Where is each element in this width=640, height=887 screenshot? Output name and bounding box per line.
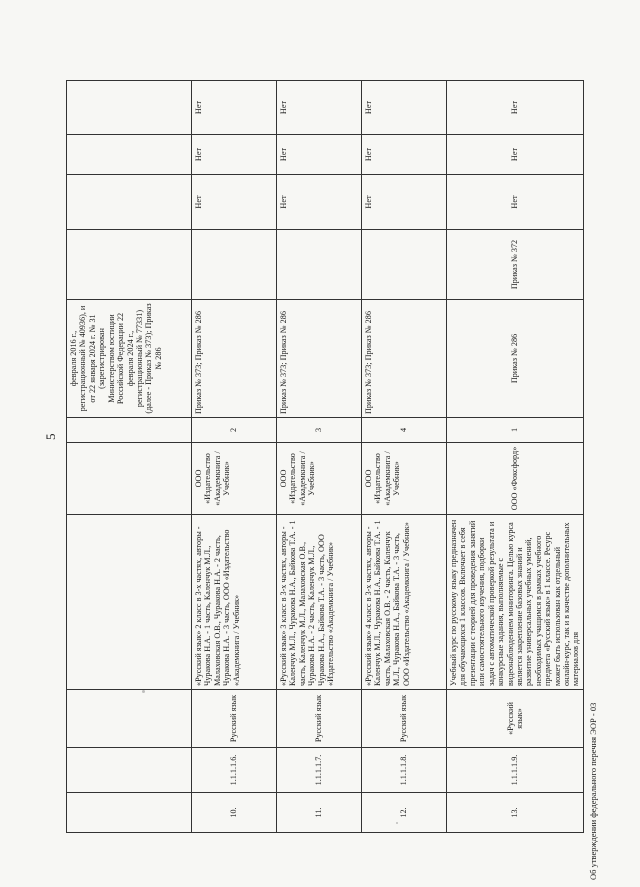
row-textbooks: «Русский язык» 3 класс в 3-х частях, авторы - Каленчук М.Л., Чуракова Н.А., Байкова Т.А. - 1 часть, Каленчук М.Л., Малаховская О.В., Чуракова Н.А. - 2 часть, Каленчук М.Л., Чуракова Н.А., Байкова Т.А. - 3 часть, ООО «Издательство «Академкнига / Учебник» — [277, 515, 362, 690]
row-col9: Нет — [362, 135, 447, 175]
order-continuation-cell: февраля 2016 г., регистрационный № 40936), и от 22 января 2024 г. № 31 (зарегистрирован Министерством юстиции Российской Федерации 22 февраля 2024 г., регистрационный № 77331) (далее - Приказ № 373); Приказ № 286 — [67, 300, 192, 418]
row-number: 11. — [277, 793, 362, 833]
rotated-table-wrapper — [66, 81, 581, 833]
row-code: 1.1.1.1.9. — [447, 748, 584, 793]
table-row — [362, 81, 447, 833]
row-subject: Русский язык — [362, 690, 447, 748]
row-publisher: ООО «Издательство «Академкнига / Учебник» — [192, 443, 277, 515]
row-publisher: ООО «Издательство «Академкнига / Учебник» — [277, 443, 362, 515]
federal-list-table — [66, 80, 584, 833]
row-orders: Приказ № 373; Приказ № 286 — [192, 300, 277, 418]
row-col8: Нет — [192, 175, 277, 230]
row-col8: Нет — [277, 175, 362, 230]
row-number: 13. — [447, 793, 584, 833]
table-row — [192, 81, 277, 833]
row-publisher: ООО «Фоксфорд» — [447, 443, 584, 515]
row-grade: 2 — [192, 418, 277, 443]
row-col10: Нет — [362, 81, 447, 135]
row-number: 10. — [192, 793, 277, 833]
row-publisher: ООО «Издательство «Академкнига / Учебник» — [362, 443, 447, 515]
row-grade: 1 — [447, 418, 584, 443]
row-col9: Нет — [447, 135, 584, 175]
row-col10: Нет — [192, 81, 277, 135]
table-row — [447, 81, 584, 833]
row-subject: Русский язык — [277, 690, 362, 748]
row-col10: Нет — [277, 81, 362, 135]
page-number: 5 — [43, 433, 58, 440]
row-number: 12. — [362, 793, 447, 833]
row-code: 1.1.1.1.6. — [192, 748, 277, 793]
row-code: 1.1.1.1.8. — [362, 748, 447, 793]
row-subject: Русский язык — [192, 690, 277, 748]
row-col8: Нет — [447, 175, 584, 230]
table-row — [277, 81, 362, 833]
row-grade: 4 — [362, 418, 447, 443]
row-textbooks: «Русский язык» 2 класс в 3-х частях, авторы - Чуракова Н.А. - 1 часть, Каленчук М.Л., Малаховская О.В., Чуракова Н.А. - 2 часть, Чуракова Н.А. - 3 часть, ООО «Издательство «Академкнига / Учебник» — [192, 515, 277, 690]
row-col10: Нет — [447, 81, 584, 135]
row-col9: Нет — [277, 135, 362, 175]
row-orders: Приказ № 373; Приказ № 286 — [362, 300, 447, 418]
row-code: 1.1.1.1.7. — [277, 748, 362, 793]
row-grade: 3 — [277, 418, 362, 443]
row-orders: Приказ № 286 — [447, 300, 584, 418]
footnote: Об утверждении федерального перечня ЭОР - 03 — [588, 702, 598, 880]
row-orders: Приказ № 373; Приказ № 286 — [277, 300, 362, 418]
row-textbooks: Учебный курс по русскому языку предназначен для обучающихся 1 классов. Включает в себя презентации с теорией для проведения занятий или самостоятельного изучения, подборки задач с автоматической проверкой результата и конкурсные задания, выполняемые с видеонаблюдением мониторинга. Целью курса является закрепление базовых знаний и развитие универсальных учебных умений, необходимых учащимся в рамках учебного предмета «Русский язык» в 1 классе. Ресурс может быть использован как отдельный онлайн-курс, так и в качестве дополнительных материалов для — [447, 515, 584, 690]
row-order-372: Приказ № 372 — [447, 230, 584, 300]
row-textbooks: «Русский язык» 4 класс в 3-х частях, авторы - Каленчук М.Л., Чуракова Н.А., Байкова Т.А. - 1 часть, Малаховская О.В. - 2 часть, Каленчук М.Л., Чуракова Н.А., Байкова Т.А. - 3 часть, ООО «Издательство «Академкнига / Учебник» — [362, 515, 447, 690]
row-subject: «Русский язык» — [447, 690, 584, 748]
row-col9: Нет — [192, 135, 277, 175]
row-col8: Нет — [362, 175, 447, 230]
table-row — [67, 81, 192, 833]
